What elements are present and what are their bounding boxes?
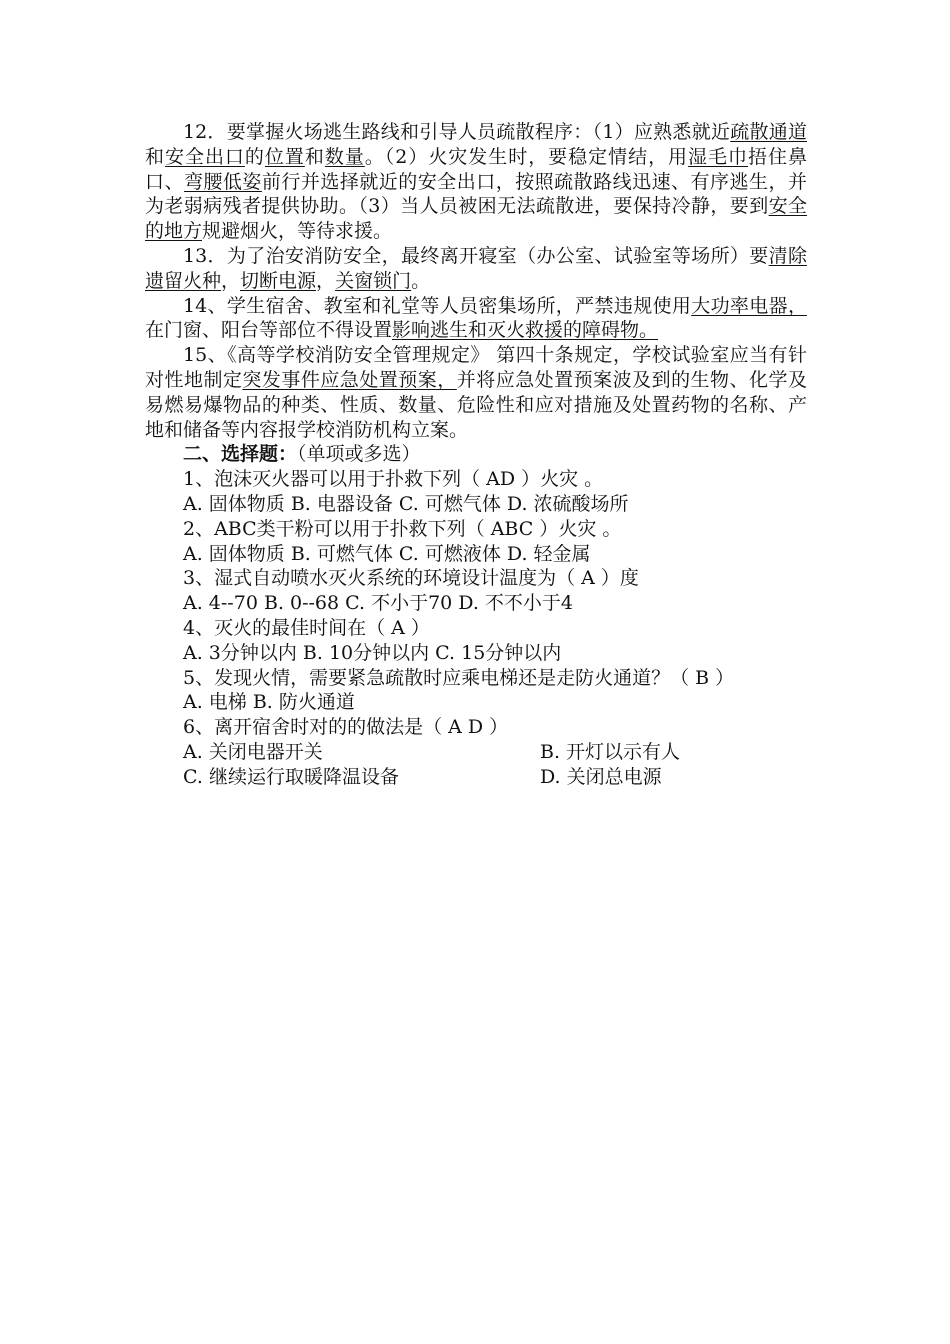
q12-answer-7: 安全的地方 bbox=[145, 195, 807, 243]
option-d: D. 关闭总电源 bbox=[540, 765, 662, 788]
q13-text: 13．为了治安消防安全，最终离开寝室（办公室、试验室等场所）要 bbox=[183, 244, 769, 267]
q12-answer-6: 弯腰低姿 bbox=[183, 170, 262, 193]
q12-text: 和 bbox=[304, 145, 325, 168]
q12-answer-2: 安全出口 bbox=[164, 145, 245, 168]
q12-answer-4: 数量 bbox=[324, 145, 365, 168]
q13-text: ， bbox=[221, 269, 241, 292]
fill-in-question-13 bbox=[145, 244, 807, 294]
q12-text: 前行并选择就近的安全出口，按照疏散路线迅速、有序逃生，并为老弱病残者提供协助。（3）当人员被困无法疏散进，要保持冷静，要到 bbox=[145, 170, 807, 218]
mc-question-2-options: A. 固体物质 B. 可燃气体 C. 可燃液体 D. 轻金属 bbox=[183, 542, 591, 565]
mc-question-6-options-row-2 bbox=[145, 765, 807, 790]
q12-answer-5: 湿毛巾 bbox=[688, 145, 748, 168]
q14-text: 在门窗、阳台等部位不得设置 bbox=[145, 319, 393, 342]
q12-text: 规避烟火，等待求援。 bbox=[202, 220, 393, 243]
q12-text: 12．要掌握火场逃生路线和引导人员疏散程序：（1）应熟悉就近 bbox=[183, 121, 731, 143]
q12-text: 的 bbox=[244, 145, 265, 168]
mc-question-4-options: A. 3分钟以内 B. 10分钟以内 C. 15分钟以内 bbox=[183, 641, 562, 664]
mc-question-3-options: A. 4--70 B. 0--68 C. 不小于70 D. 不不小于4 bbox=[183, 592, 574, 615]
q13-answer-3: 关窗锁门 bbox=[335, 269, 412, 292]
q14-answer-1: 大功率电器， bbox=[691, 294, 807, 317]
q12-text: 和 bbox=[145, 145, 165, 168]
mc-question-4-stem: 4、灭火的最佳时间在（ A ） bbox=[183, 616, 430, 639]
q13-text: ， bbox=[316, 269, 336, 292]
mc-question-1-options: A. 固体物质 B. 电器设备 C. 可燃气体 D. 浓硫酸场所 bbox=[183, 492, 629, 515]
mc-question-5-options: A. 电梯 B. 防火通道 bbox=[183, 691, 355, 714]
q13-answer-1: 清除遗留火种 bbox=[145, 244, 807, 292]
document-page bbox=[145, 120, 807, 790]
section-note: （单项或多选） bbox=[297, 443, 421, 466]
option-b: B. 开灯以示有人 bbox=[540, 740, 681, 763]
q14-answer-2: 影响逃生和灭火救援的障碍物。 bbox=[392, 319, 659, 342]
mc-question-6-stem: 6、离开宿舍时对的的做法是（ A D ） bbox=[183, 716, 509, 739]
option-a: A. 关闭电器开关 bbox=[183, 740, 323, 763]
mc-question-1-stem: 1、泡沫灭火器可以用于扑救下列（ AD ）火灾 。 bbox=[183, 468, 604, 491]
option-c: C. 继续运行取暖降温设备 bbox=[183, 765, 399, 788]
section-heading bbox=[145, 442, 807, 467]
q13-text: 。 bbox=[411, 269, 431, 292]
q12-text: 。（2）火灾发生时，要稳定情结，用 bbox=[364, 145, 689, 168]
fill-in-question-12 bbox=[145, 120, 807, 244]
fill-in-question-14 bbox=[145, 294, 807, 344]
mc-question-2-stem: 2、ABC类干粉可以用于扑救下列（ ABC ）火灾 。 bbox=[183, 517, 622, 540]
q14-text: 14、学生宿舍、教室和礼堂等人员密集场所，严禁违规使用 bbox=[183, 294, 692, 317]
fill-in-question-15 bbox=[145, 343, 807, 442]
q12-text: 捂住鼻口、 bbox=[145, 145, 807, 193]
q15-text: 并将应急处置预案波及到的生物、化学及易燃易爆物品的种类、性质、数量、危险性和应对措施及处置药物的名称、产地和储备等内容报学校消防机构立案。 bbox=[145, 368, 807, 441]
mc-question-5-stem: 5、发现火情，需要紧急疏散时应乘电梯还是走防火通道？（ B ） bbox=[183, 666, 735, 689]
q13-answer-2: 切断电源 bbox=[240, 269, 317, 292]
mc-question-3-stem: 3、湿式自动喷水灭火系统的环境设计温度为（ A ）度 bbox=[183, 567, 639, 590]
q12-answer-1: 疏散通道 bbox=[730, 121, 807, 143]
q15-answer-1: 突发事件应急处置预案， bbox=[242, 368, 457, 391]
q15-text: 15、《高等学校消防安全管理规定》 第四十条规定，学校试验室应当有针对性地制定 bbox=[145, 344, 807, 391]
mc-question-6-options-row-1 bbox=[145, 740, 807, 765]
section-title: 二、选择题： bbox=[183, 443, 298, 466]
q12-answer-3: 位置 bbox=[264, 145, 305, 168]
